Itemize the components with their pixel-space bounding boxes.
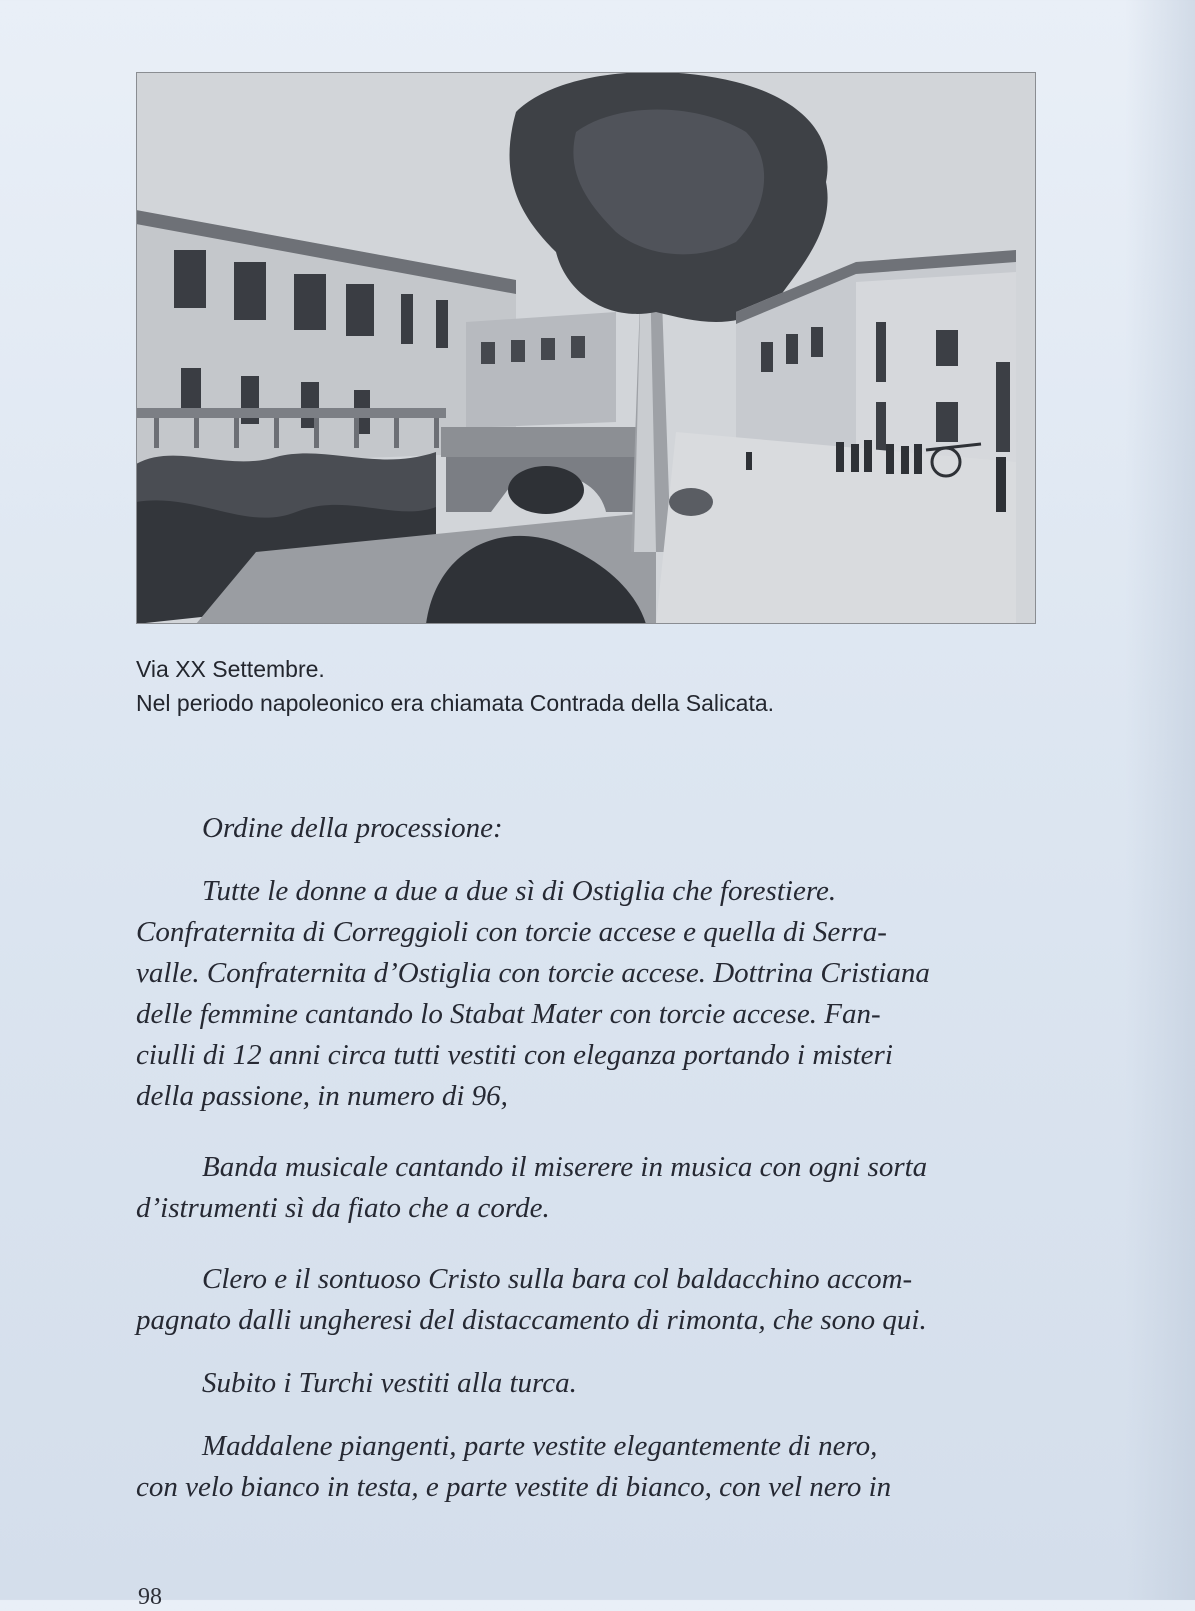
page-number: 98 (138, 1584, 162, 1610)
caption-title: Via XX Settembre. (136, 656, 325, 682)
street-scene-image (136, 72, 1036, 624)
historic-photograph (136, 72, 1036, 624)
paragraph-band: Banda musicale cantando il miserere in musica con ogni sorta d’istrumenti sì da fiato che a corde. (136, 1151, 928, 1224)
paragraph-clergy: Clero e il sontuoso Cristo sulla bara col baldacchino accom- pagnato dalli ungheresi del distaccamento di rimonta, che sono qui. (136, 1263, 927, 1336)
photo-caption (136, 652, 774, 720)
caption-description: Nel periodo napoleonico era chiamata Contrada della Salicata. (136, 690, 775, 716)
paragraph-turks: Subito i Turchi vestiti alla turca. (202, 1367, 577, 1399)
body-text (136, 808, 1056, 1508)
paragraph-procession-order: Tutte le donne a due a due sì di Ostiglia che forestiere. Confraternita di Correggioli con torcie accese e quella di Serra- valle. Confraternita d’Ostiglia con torcie accese. Dottrina Cristiana delle femmine cantando lo Stabat Mater con torcie accese. Fan- ciulli di 12 anni circa tutti vestiti con eleganza portando i misteri della passione, in numero di 96, (136, 875, 930, 1112)
paragraph-maddalene: Maddalene piangenti, parte vestite elegantemente di nero, con velo bianco in testa, e parte vestite di bianco, con vel nero in (136, 1430, 892, 1503)
page-edge-shadow (1125, 0, 1195, 1600)
section-heading: Ordine della processione: (202, 812, 503, 844)
